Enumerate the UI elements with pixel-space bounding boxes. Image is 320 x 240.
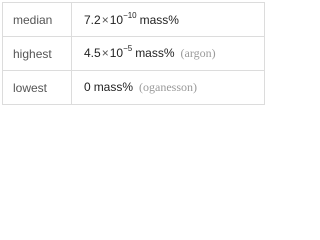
table-row-highest [3, 37, 265, 71]
unit: mass% [93, 80, 134, 94]
element-note: (oganesson) [139, 80, 198, 94]
exponent: −10 [123, 10, 137, 20]
exponent: −5 [123, 44, 133, 53]
abundance-table [2, 2, 265, 105]
plain-value: 0 [84, 80, 91, 94]
row-value-highest [72, 37, 265, 71]
base: 10 [109, 46, 124, 60]
result-pod [0, 0, 269, 105]
sci-value-median [84, 10, 137, 27]
table-row-lowest [3, 71, 265, 105]
sci-value-highest [84, 46, 132, 60]
row-value-lowest [72, 71, 265, 105]
base: 10 [109, 12, 124, 27]
times-sign: × [101, 46, 109, 60]
mantissa: 4.5 [84, 46, 101, 60]
mantissa: 7.2 [84, 12, 101, 27]
unit: mass% [139, 12, 179, 27]
row-label-highest: highest [3, 37, 72, 71]
element-note: (argon) [180, 46, 216, 60]
times-sign: × [101, 12, 109, 27]
table-row-median [3, 3, 265, 37]
row-value-median [72, 3, 265, 37]
row-label-median: median [3, 3, 72, 37]
unit: mass% [135, 46, 175, 60]
row-label-lowest: lowest [3, 71, 72, 105]
